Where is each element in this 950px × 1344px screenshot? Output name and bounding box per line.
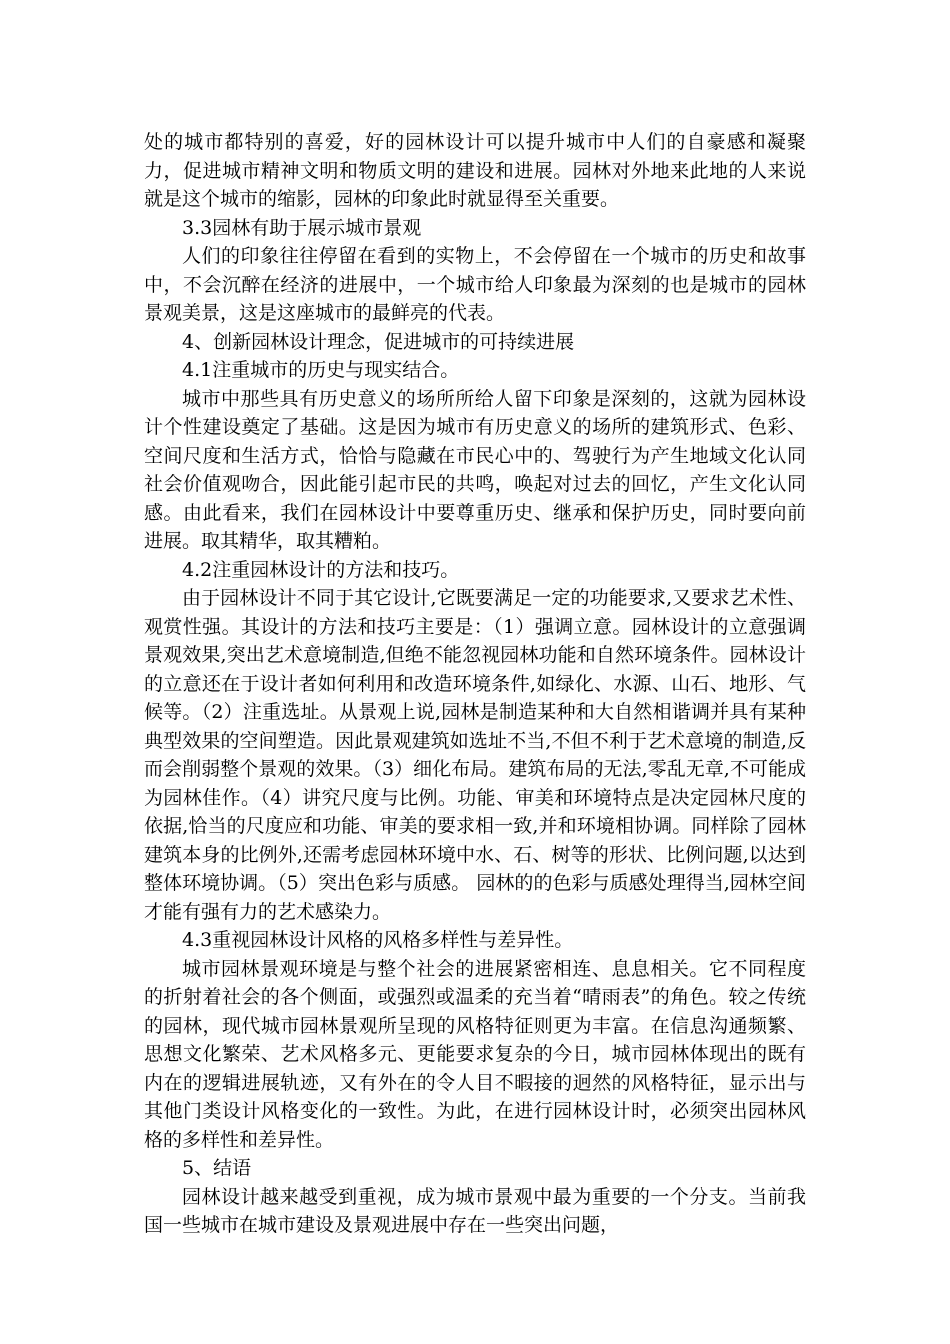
section-heading-4-2: 4.2注重园林设计的方法和技巧。 <box>182 558 460 581</box>
section-heading-3-3: 3.3园林有助于展示城市景观 <box>182 216 422 239</box>
section-heading-4-3: 4.3重视园林设计风格的风格多样性与差异性。 <box>182 929 574 951</box>
paragraph: 城市中那些具有历史意义的场所所给人留下印象是深刻的，这就为园林设计个性建设奠定了基础。这是因为城市有历史意义的场所的建筑形式、色彩、空间尺度和生活方式，恰恰与隐藏在市民心中的、驾驶行为产生地域文化认同社会价值观吻合，因此能引起市民的共鸣，唤起对过去的回忆，产生文化认同感。由此看来，我们在园林设计中要尊重历史、继承和保护历史，同时要向前进展。取其精华，取其糟粕。 <box>144 387 806 552</box>
paragraph: 城市园林景观环境是与整个社会的进展紧密相连、息息相关。它不同程度的折射着社会的各个侧面，或强烈或温柔的充当着“晴雨表”的角色。较之传统的园林，现代城市园林景观所呈现的风格特征则更为丰富。在信息沟通频繁、思想文化繁荣、艺术风格多元、更能要求复杂的今日，城市园林体现出的既有内在的逻辑进展轨迹，又有外在的令人目不暇接的迥然的风格特征，显示出与其他门类设计风格变化的一致性。为此，在进行园林设计时，必须突出园林风格的多样性和差异性。 <box>144 957 806 1151</box>
section-heading-4-1: 4.1注重城市的历史与现实结合。 <box>182 359 460 381</box>
section-heading-4: 4、创新园林设计理念，促进城市的可持续进展 <box>182 330 575 353</box>
body-text <box>144 128 806 1240</box>
section-heading-5: 5、结语 <box>182 1157 252 1179</box>
paragraph: 园林设计越来越受到重视，成为城市景观中最为重要的一个分支。当前我国一些城市在城市建设及景观进展中存在一些突出问题， <box>144 1185 806 1236</box>
paragraph: 人们的印象往往停留在看到的实物上，不会停留在一个城市的历史和故事中，不会沉醉在经济的进展中，一个城市给人印象最为深刻的也是城市的园林景观美景，这是这座城市的最鲜亮的代表。 <box>144 245 806 324</box>
paragraph: 由于园林设计不同于其它设计,它既要满足一定的功能要求,又要求艺术性、观赏性强。其设计的方法和技巧主要是：（1）强调立意。园林设计的立意强调景观效果,突出艺术意境制造,但绝不能忽视园林功能和自然环境条件。园林设计的立意还在于设计者如何利用和改造环境条件,如绿化、水源、山石、地形、气候等。（2）注重选址。从景观上说,园林是制造某种和大自然相谐调并具有某种典型效果的空间塑造。因此景观建筑如选址不当,不但不利于艺术意境的制造,反而会削弱整个景观的效果。（3）细化布局。建筑布局的无法,零乱无章,不可能成为园林佳作。（4）讲究尺度与比例。功能、审美和环境特点是决定园林尺度的依据,恰当的尺度应和功能、审美的要求相一致,并和环境相协调。同样除了园林建筑本身的比例外,还需考虑园林环境中水、石、树等的形状、比例问题,以达到整体环境协调。（5）突出色彩与质感。 园林的的色彩与质感处理得当,园林空间才能有强有力的艺术感染力。 <box>144 587 806 923</box>
paragraph-continued: 处的城市都特别的喜爱，好的园林设计可以提升城市中人们的自豪感和凝聚力，促进城市精神文明和物质文明的建设和进展。园林对外地来此地的人来说就是这个城市的缩影，园林的印象此时就显得至关重要。 <box>144 131 806 210</box>
